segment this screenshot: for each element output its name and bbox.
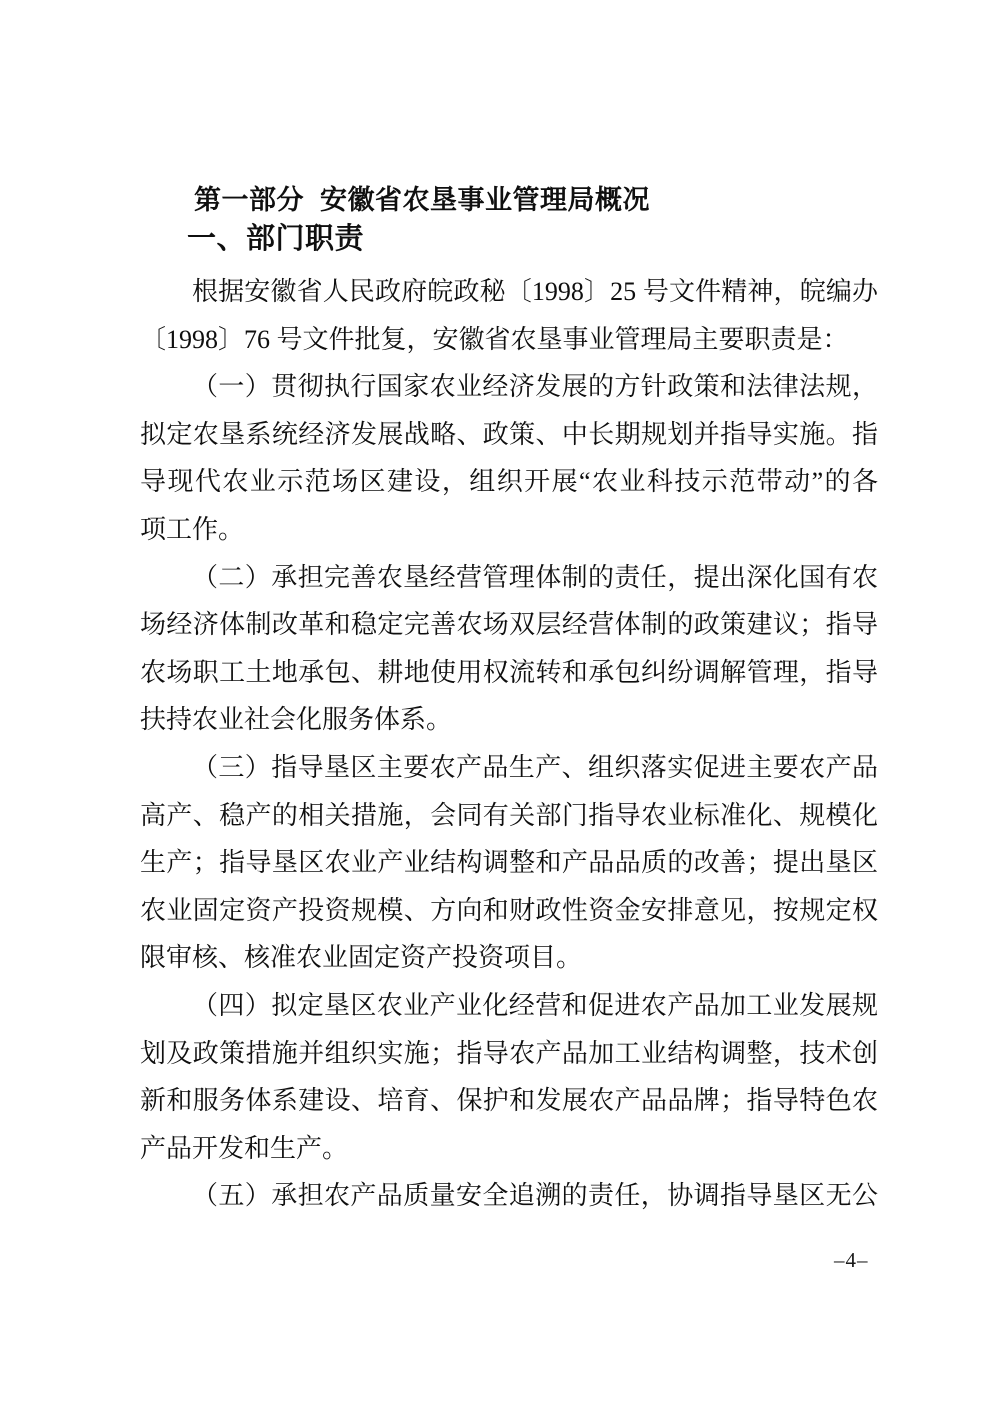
paragraph-item-3 [140, 744, 878, 982]
part-heading: 第一部分 安徽省农垦事业管理局概况 [194, 185, 651, 215]
paragraph-item-4 [140, 982, 878, 1172]
body-text [140, 268, 878, 1220]
paragraph-item-5 [140, 1172, 878, 1220]
body-line: 生产；指导垦区农业产业结构调整和产品品质的改善；提出垦区 [140, 848, 878, 878]
body-line: 产品开发和生产。 [140, 1133, 349, 1163]
body-line: （二）承担完善农垦经营管理体制的责任，提出深化国有农 [192, 562, 878, 592]
body-line: 场经济体制改革和稳定完善农场双层经营体制的政策建议；指导 [140, 610, 878, 640]
body-line: （一）贯彻执行国家农业经济发展的方针政策和法律法规， [192, 372, 878, 402]
body-line: 新和服务体系建设、培育、保护和发展农产品品牌；指导特色农 [140, 1086, 878, 1116]
section-heading: 一、部门职责 [187, 223, 365, 255]
body-line: 农场职工土地承包、耕地使用权流转和承包纠纷调解管理，指导 [140, 657, 878, 687]
body-line: 根据安徽省人民政府皖政秘〔1998〕25 号文件精神，皖编办 [192, 277, 878, 306]
body-line: （五）承担农产品质量安全追溯的责任，协调指导垦区无公 [192, 1181, 878, 1211]
body-line: 农业固定资产投资规模、方向和财政性资金安排意见，按规定权 [140, 895, 878, 925]
body-line: 划及政策措施并组织实施；指导农产品加工业结构调整，技术创 [140, 1038, 878, 1068]
body-line: 项工作。 [140, 514, 245, 544]
paragraph-intro [140, 268, 878, 363]
body-line: （三）指导垦区主要农产品生产、组织落实促进主要农产品 [192, 752, 878, 782]
body-line: （四）拟定垦区农业产业化经营和促进农产品加工业发展规 [192, 990, 878, 1020]
paragraph-item-2 [140, 554, 878, 744]
body-line: 高产、稳产的相关措施，会同有关部门指导农业标准化、规模化 [140, 800, 878, 830]
body-line: 限审核、核准农业固定资产投资项目。 [140, 943, 583, 973]
page-number: –4– [834, 1248, 869, 1272]
body-line: 扶持农业社会化服务体系。 [140, 705, 453, 735]
body-line: 导现代农业示范场区建设，组织开展“农业科技示范带动”的各 [140, 467, 878, 497]
body-line: 〔1998〕76 号文件批复，安徽省农垦事业管理局主要职责是： [140, 324, 849, 354]
paragraph-item-1 [140, 363, 878, 553]
body-line: 拟定农垦系统经济发展战略、政策、中长期规划并指导实施。指 [140, 419, 878, 449]
